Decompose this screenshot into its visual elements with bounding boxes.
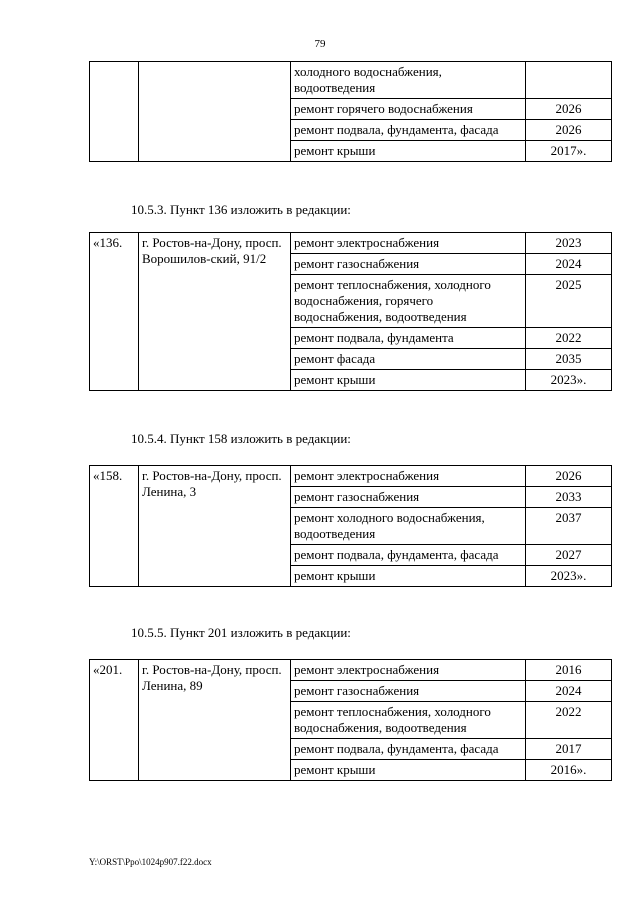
work-cell: ремонт крыши (291, 370, 526, 391)
work-cell: ремонт подвала, фундамента, фасада (291, 545, 526, 566)
instruction-paragraph: 10.5.5. Пункт 201 изложить в редакции: (131, 625, 351, 640)
table-row (90, 466, 612, 487)
year-cell: 2016». (526, 760, 612, 781)
table-continuation (89, 61, 612, 162)
work-cell: ремонт горячего водоснабжения (291, 99, 526, 120)
year-cell: 2035 (526, 349, 612, 370)
work-cell: ремонт крыши (291, 760, 526, 781)
address-cell: г. Ростов-на-Дону, просп. Ленина, 89 (139, 660, 291, 781)
instruction-paragraph: 10.5.4. Пункт 158 изложить в редакции: (131, 431, 351, 446)
year-cell: 2017». (526, 141, 612, 162)
year-cell: 2024 (526, 254, 612, 275)
work-cell: ремонт фасада (291, 349, 526, 370)
item-number-cell: «201. (90, 660, 139, 781)
work-cell: ремонт подвала, фундамента, фасада (291, 739, 526, 760)
table-item-201 (89, 659, 612, 781)
table-row (90, 660, 612, 681)
table-row (90, 62, 612, 99)
work-cell: ремонт подвала, фундамента, фасада (291, 120, 526, 141)
item-number-cell: «158. (90, 466, 139, 587)
work-cell: ремонт газоснабжения (291, 681, 526, 702)
work-cell: ремонт электроснабжения (291, 660, 526, 681)
item-number-cell (90, 62, 139, 162)
year-cell: 2037 (526, 508, 612, 545)
year-cell: 2022 (526, 702, 612, 739)
table-item-158 (89, 465, 612, 587)
address-cell: г. Ростов-на-Дону, просп. Ворошилов-ский, 91/2 (139, 233, 291, 391)
year-cell (526, 62, 612, 99)
year-cell: 2017 (526, 739, 612, 760)
footer-file-path: Y:\ORST\Ppo\1024p907.f22.docx (89, 857, 212, 867)
work-cell: ремонт крыши (291, 141, 526, 162)
year-cell: 2022 (526, 328, 612, 349)
year-cell: 2023». (526, 370, 612, 391)
year-cell: 2026 (526, 120, 612, 141)
work-cell: ремонт теплоснабжения, холодного водоснабжения, водоотведения (291, 702, 526, 739)
year-cell: 2027 (526, 545, 612, 566)
work-cell: холодного водоснабжения, водоотведения (291, 62, 526, 99)
work-cell: ремонт газоснабжения (291, 487, 526, 508)
year-cell: 2023». (526, 566, 612, 587)
work-cell: ремонт крыши (291, 566, 526, 587)
work-cell: ремонт электроснабжения (291, 466, 526, 487)
address-cell (139, 62, 291, 162)
year-cell: 2026 (526, 99, 612, 120)
work-cell: ремонт газоснабжения (291, 254, 526, 275)
year-cell: 2023 (526, 233, 612, 254)
table-item-136 (89, 232, 612, 391)
year-cell: 2025 (526, 275, 612, 328)
item-number-cell: «136. (90, 233, 139, 391)
year-cell: 2026 (526, 466, 612, 487)
year-cell: 2024 (526, 681, 612, 702)
year-cell: 2016 (526, 660, 612, 681)
address-cell: г. Ростов-на-Дону, просп. Ленина, 3 (139, 466, 291, 587)
work-cell: ремонт подвала, фундамента (291, 328, 526, 349)
work-cell: ремонт электроснабжения (291, 233, 526, 254)
work-cell: ремонт холодного водоснабжения, водоотведения (291, 508, 526, 545)
page-number: 79 (314, 38, 326, 50)
instruction-paragraph: 10.5.3. Пункт 136 изложить в редакции: (131, 202, 351, 217)
year-cell: 2033 (526, 487, 612, 508)
table-row (90, 233, 612, 254)
work-cell: ремонт теплоснабжения, холодного водоснабжения, горячего водоснабжения, водоотведения (291, 275, 526, 328)
